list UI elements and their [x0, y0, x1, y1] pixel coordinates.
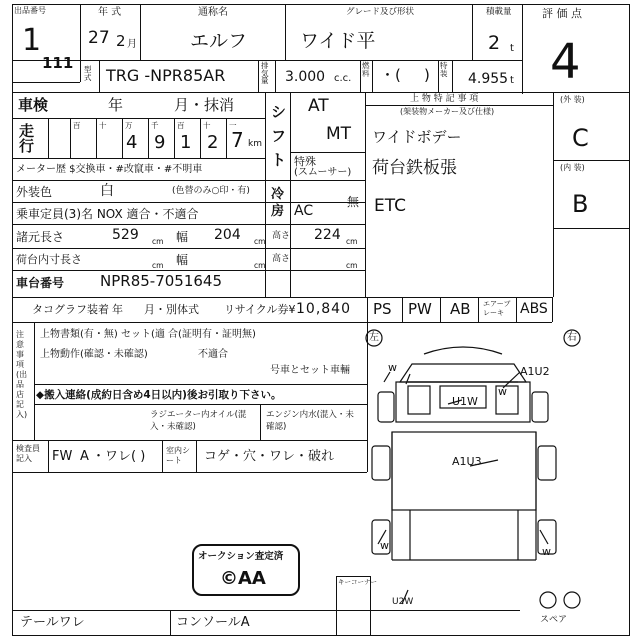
ac-label: 冷房: [271, 187, 285, 219]
cargo-length-unit: cm: [152, 261, 164, 270]
mileage-unit-2: 万: [125, 121, 133, 130]
caution-notice: ◆搬入連絡(成約日含め4日以内)後お引取り下さい。: [36, 389, 282, 401]
check-cabin-items: コゲ・穴・ワレ・破れ: [204, 449, 335, 464]
mileage-digit-3: 1: [180, 132, 192, 153]
check-cabin: 室内シート: [166, 446, 190, 465]
bottom-left-note: テールワレ: [20, 615, 85, 630]
caution-unfit: 不適合: [198, 349, 228, 360]
equip-air-brake: エアーブレーキ: [483, 300, 511, 317]
lot-label: 出品番号: [14, 6, 46, 15]
tacho-label: タコグラフ装着: [32, 303, 109, 316]
length-label: 諸元長さ: [16, 230, 65, 244]
interior-label: (内 装): [560, 163, 585, 172]
height-label: 高さ: [272, 231, 291, 241]
chassis-label: 車台番号: [16, 276, 65, 290]
month-value: 2: [116, 32, 126, 50]
length-value: 529: [112, 227, 139, 243]
cargo-height-unit: cm: [346, 261, 358, 270]
special-label: 特殊: [294, 155, 316, 168]
mileage-unit-0: 百: [73, 121, 81, 130]
mileage-unit-1: 十: [99, 121, 107, 130]
equip-ps: PS: [373, 300, 392, 318]
year-value: 27: [88, 28, 110, 48]
special-equip-label: 特装: [440, 61, 448, 78]
damage-mark-8: U2W: [392, 597, 414, 607]
shaken-month: 月・抹消: [174, 96, 235, 114]
mileage-unit-5: 十: [203, 121, 211, 130]
stamp-mark: ©AA: [220, 568, 266, 589]
color-value: 白: [100, 183, 114, 199]
mileage-digit-5: 7: [231, 128, 244, 152]
equip-pw: PW: [408, 300, 432, 318]
tonnage-unit: t: [510, 43, 514, 54]
shaken-year: 年: [108, 96, 124, 114]
key-corner: キーコーナー: [338, 578, 377, 586]
caution-side-label: 注意事項(出品店記入): [16, 330, 28, 419]
ac-value: AC: [294, 203, 314, 219]
mileage-km: km: [248, 139, 262, 149]
grade-label: グレード及び形状: [346, 7, 415, 17]
width-unit: cm: [254, 237, 266, 246]
score-value: 4: [550, 34, 581, 90]
fuel-label: 燃料: [362, 61, 370, 78]
tonnage-value: 2: [488, 32, 501, 54]
tacho-month: 月・別体式: [144, 303, 199, 316]
special-value: (スムーサー): [294, 167, 352, 178]
score-label: 評 価 点: [542, 7, 582, 20]
check-items: ・ワレ( ): [92, 449, 146, 464]
mileage-digit-1: 4: [126, 132, 138, 153]
damage-mark-3: A1U2: [520, 365, 550, 378]
model-label: 型式: [84, 65, 92, 82]
vehicle-weight-unit: t: [510, 75, 514, 86]
damage-mark-6: w: [380, 539, 389, 552]
vehicle-weight: 4.955: [468, 71, 509, 87]
notes-title: 上 物 特 記 事 項: [410, 94, 479, 104]
damage-mark-5: A1U3: [452, 455, 482, 468]
displacement-label: 排気量: [261, 61, 269, 85]
mileage-digit-4: 2: [207, 132, 219, 153]
mileage-digit-2: 9: [154, 132, 166, 153]
month-unit: 月: [127, 39, 137, 50]
damage-mark-2: w: [498, 385, 507, 398]
stamp-title: オークション査定済: [198, 551, 284, 562]
tacho-year: 年: [112, 303, 123, 316]
check-fw: FW: [52, 449, 73, 464]
notes-line-2: 荷台鉄板張: [372, 158, 457, 178]
notes-line-3: ETC: [374, 196, 406, 216]
shift-label: シフト: [271, 103, 287, 169]
capacity: 乗車定員(3)名 NOX 適合・不適合: [16, 207, 199, 221]
mileage-unit-6: 一: [229, 121, 237, 130]
shift-at: AT: [308, 96, 329, 116]
caution-engine: エンジン内水(混入・未確認): [266, 410, 354, 432]
lot-value-2: 111: [42, 54, 74, 72]
caution-set-vehicle: 号車とセット車輛: [270, 365, 350, 376]
cargo-width-unit: cm: [254, 261, 266, 270]
cargo-width: 幅: [176, 253, 189, 267]
year-label: 年 式: [98, 7, 122, 18]
spare-label: スペア: [540, 615, 568, 625]
fuel-value: ・(: [380, 66, 401, 84]
ac-none: 無: [347, 195, 360, 209]
damage-mark-1: w: [388, 361, 397, 374]
recycle-label: リサイクル券¥: [224, 303, 296, 316]
displacement-unit: c.c.: [334, 73, 352, 84]
damage-mark-4: U1W: [452, 395, 478, 408]
notes-subtitle: (架装物メーカー及び仕様): [400, 107, 495, 116]
shaken-label: 車検: [18, 96, 49, 114]
recycle-value: 10,840: [296, 301, 351, 317]
color-label: 外装色: [16, 185, 53, 199]
name-label: 通称名: [198, 7, 228, 18]
check-label: 検査員記入: [16, 444, 40, 463]
length-unit: cm: [152, 237, 164, 246]
caution-radiator: ラジエーター内オイル(混入・未確認): [150, 410, 247, 432]
tonnage-label: 積載量: [486, 7, 512, 17]
damage-mark-7: w: [542, 545, 551, 558]
check-a: A: [80, 449, 89, 464]
diagram-right-mark: 右: [567, 332, 577, 343]
exterior-grade: C: [572, 124, 589, 152]
equip-ab: AB: [450, 300, 471, 318]
exterior-label: (外 装): [560, 95, 585, 104]
mileage-unit-3: 千: [151, 121, 159, 130]
width-value: 204: [214, 227, 241, 243]
name-value: エルフ: [190, 30, 248, 52]
cargo-height: 高さ: [272, 254, 291, 264]
model-value: TRG -NPR85AR: [106, 66, 226, 85]
equip-abs: ABS: [520, 301, 548, 317]
caution-op: 上物動作(確認・未確認): [40, 349, 148, 360]
shift-mt: MT: [326, 124, 352, 144]
bottom-right-note: コンソールA: [176, 615, 250, 630]
color-note: (色替のみ○印・有): [172, 186, 250, 196]
interior-grade: B: [572, 190, 589, 218]
cargo-label: 荷台内寸長さ: [16, 253, 82, 266]
meter-history: メーター歴 $交換車・#改竄車・#不明車: [16, 164, 203, 175]
chassis-value: NPR85-7051645: [100, 272, 222, 290]
fuel-value-2: ): [424, 66, 430, 84]
height-unit: cm: [346, 237, 358, 246]
displacement-value: 3.000: [285, 69, 326, 85]
notes-line-1: ワイドボデー: [372, 128, 462, 146]
mileage-unit-4: 百: [177, 121, 185, 130]
height-value: 224: [314, 227, 341, 243]
diagram-left-mark: 左: [369, 332, 379, 343]
mileage-label: 走行: [19, 122, 35, 155]
width-label: 幅: [176, 230, 189, 244]
grade-value: ワイド平: [300, 30, 376, 52]
caution-docs: 上物書類(有・無) セット(適 合(証明有・証明無): [40, 329, 256, 340]
lot-value-1: 1: [22, 23, 42, 58]
